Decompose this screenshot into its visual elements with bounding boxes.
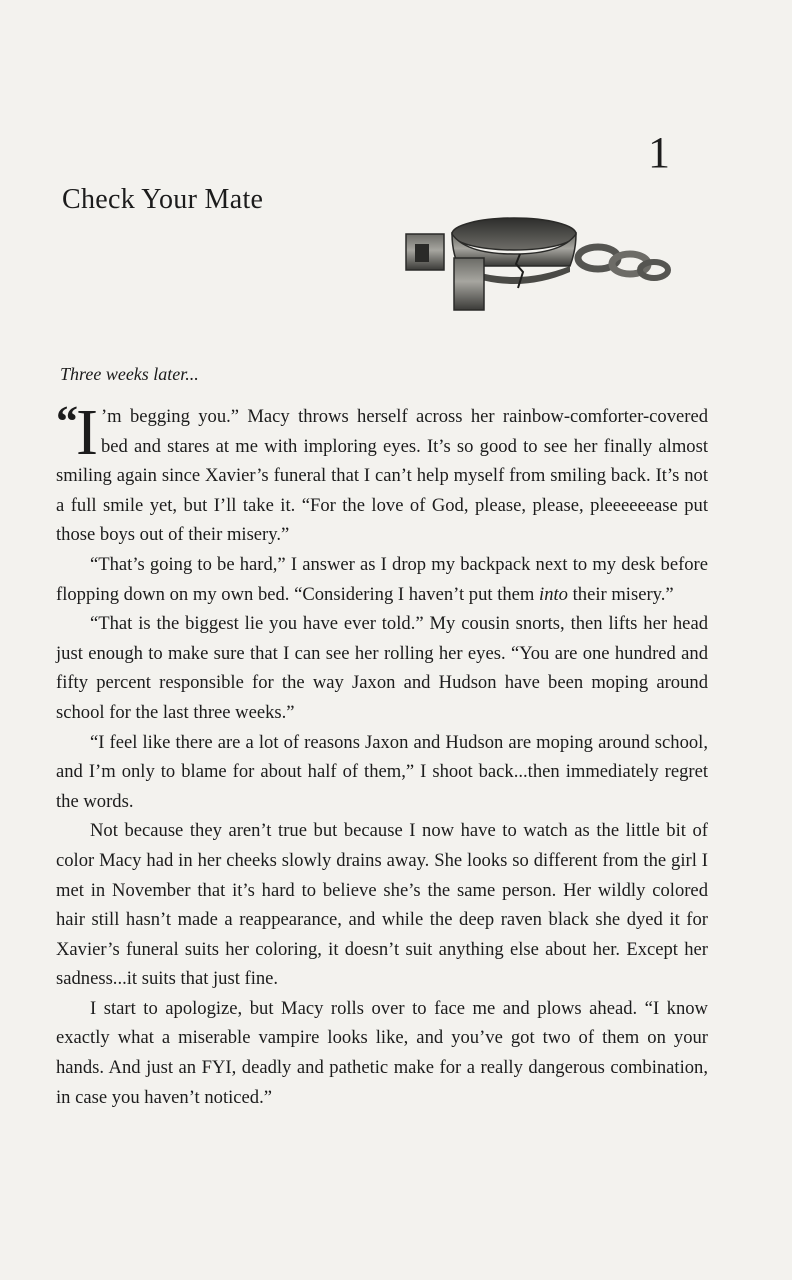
paragraph xyxy=(56,550,708,609)
emphasis: into xyxy=(539,583,568,605)
paragraph: “I feel like there are a lot of reasons Jaxon and Hudson are moping around school, and I’m only to blame for about half of them,” I shoot back...then immediately regret the words. xyxy=(56,731,708,812)
opening-text: ’m begging you.” Macy throws herself across her rainbow-comforter-covered bed and stares at me with imploring eyes. It’s so good to see her finally almost smiling again since Xavier’s funeral that I can’t help myself from smiling back. It’s not a full smile yet, but I’ll take it. “For the love of God, please, please, pleeeeeease put those boys out of their misery.” xyxy=(56,406,708,546)
paragraph-text: their misery.” xyxy=(567,583,674,605)
paragraph: I start to apologize, but Macy rolls over to face me and plows ahead. “I know exactly what a miserable vampire looks like, and you’ve got two of them on your hands. And just an FYI, deadly and pathetic make for a really dangerous combination, in case you haven’t noticed.” xyxy=(56,997,708,1108)
opening-quote: “ xyxy=(56,397,75,446)
paragraph: “That is the biggest lie you have ever told.” My cousin snorts, then lifts her head just enough to make sure that I can see her rolling her eyes. “You are one hundred and fifty percent responsible for the way Jaxon and Hudson have been moping around school for the last three weeks.” xyxy=(56,613,708,723)
chapter-title: Check Your Mate xyxy=(62,184,264,215)
paragraph xyxy=(56,396,708,550)
paragraph-text: “That’s going to be hard,” I answer as I drop my backpack next to my desk before flopping down on my own bed. “Considering I haven’t put them xyxy=(56,553,708,605)
drop-cap: I xyxy=(76,396,98,469)
paragraph: Not because they aren’t true but because I now have to watch as the little bit of color Macy had in her cheeks slowly drains away. She looks so different from the girl I met in November that it’s hard to believe she’s the same person. Her wildly colored hair still hasn’t made a reappearance, and while the deep raven black she dyed it for Xavier’s funeral suits her coloring, it doesn’t suit anything else about her. Except her sadness...it suits that just fine. xyxy=(56,820,708,990)
broken-shackle-icon xyxy=(402,208,674,314)
epigraph: Three weeks later... xyxy=(60,364,199,384)
chapter-body xyxy=(56,396,708,1112)
chapter-number: 1 xyxy=(648,128,670,177)
